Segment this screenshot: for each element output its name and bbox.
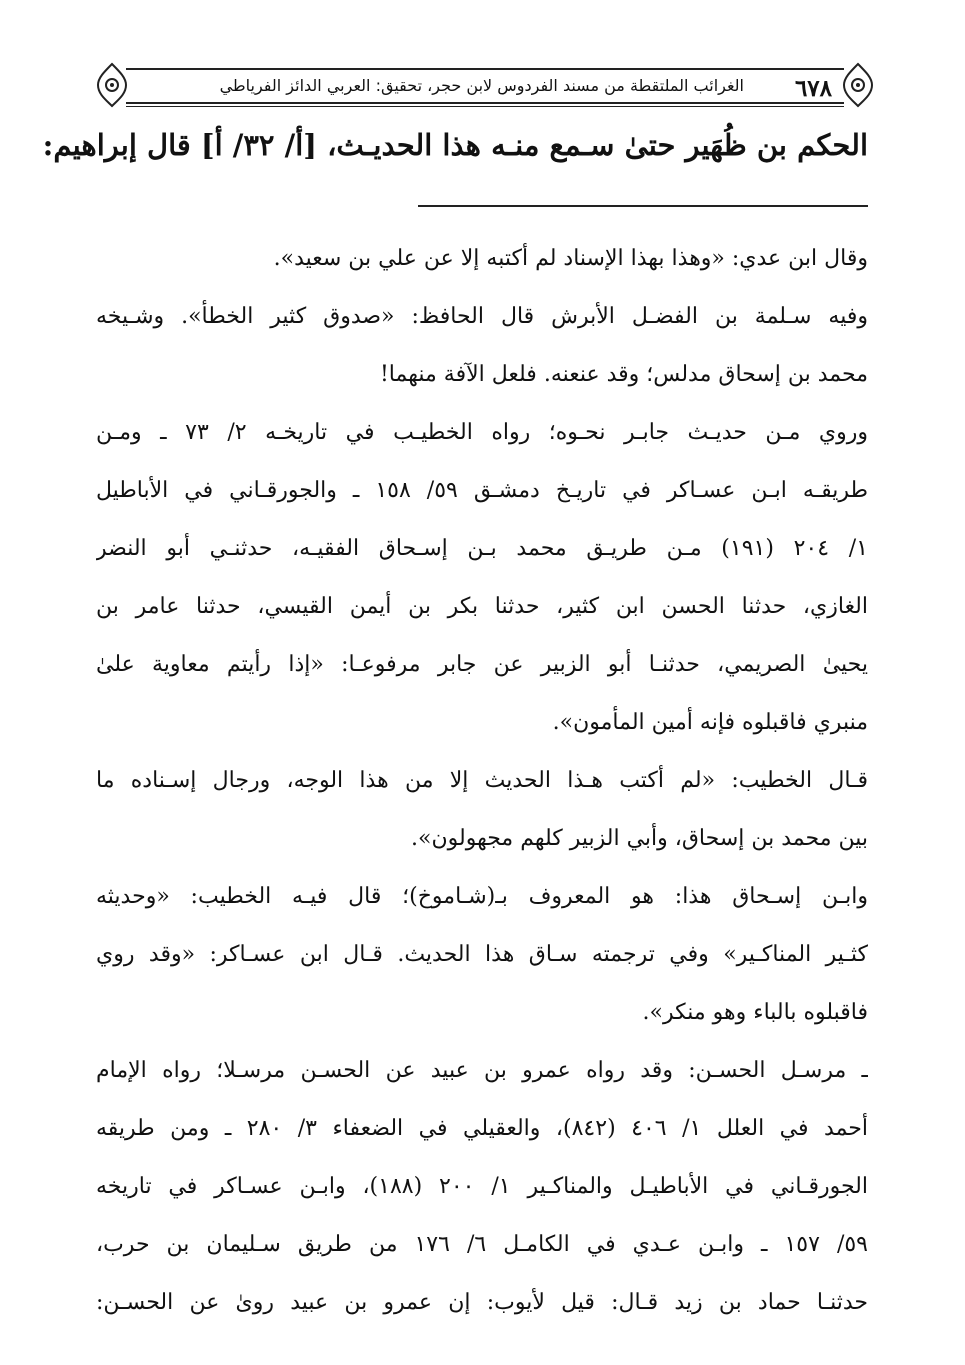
footnote-line: قـال الخطيب: «لم أكتب هـذا الحديث إلا من هذا الوجه، ورجال إسـناده ما bbox=[96, 768, 868, 793]
footnote-line: طريقـه ابـن عسـاكر في تاريـخ دمشـق ٥٩/ ١٥٨ ـ والجورقـاني في الأباطيل bbox=[96, 478, 868, 503]
header-bottom-rule bbox=[126, 102, 844, 104]
main-text-last-line: الحكم بن ظُهَير حتىٰ سـمع منـه هذا الحديـث، [أ/ ٣٢/ أ] قال إبراهيم: bbox=[42, 128, 868, 162]
header-top-rule bbox=[126, 68, 844, 70]
footnote-line: يحيىٰ الصريمي، حدثنـا أبو الزبير عن جابر مرفوعـا: «إذا رأيتم معاوية علىٰ bbox=[96, 652, 868, 677]
footnote-line: حدثنـا حماد بن زيد قـال: قيل لأيوب: إن عمرو بن عبيد روىٰ عن الحسـن: bbox=[96, 1290, 868, 1315]
right-ornament-icon bbox=[838, 62, 878, 108]
footnote-line: ١/ ٢٠٤ (١٩١) مـن طريـق محمد بـن إسـحاق الفقيـه، حدثنـي أبو النضر bbox=[96, 536, 868, 561]
footnote-line: كثـير المناكـير» وفي ترجمته سـاق هذا الحديث. قـال ابن عسـاكر: «وقد روي bbox=[96, 942, 868, 967]
page-number: ٦٧٨ bbox=[794, 75, 832, 102]
footnote-line: الجورقـاني في الأباطيـل والمناكـير ١/ ٢٠٠ (١٨٨)، وابـن عسـاكر في تاريخه bbox=[96, 1174, 868, 1199]
header-bottom-rule-thin bbox=[126, 106, 844, 107]
running-title: الغرائب الملتقطة من مسند الفردوس لابن حجر، تحقيق: العربي الدائز الفرياطي bbox=[219, 76, 744, 95]
footnote-body bbox=[96, 236, 868, 1338]
left-ornament-icon bbox=[92, 62, 132, 108]
footnote-line: وفيه سـلمة بن الفضـل الأبرش قال الحافظ: «صدوق كثير الخطأ». وشـيخه bbox=[96, 304, 868, 329]
footnote-line: أحمد في العلل ١/ ٤٠٦ (٨٤٢)، والعقيلي في الضعفاء ٣/ ٢٨٠ ـ ومن طريقه bbox=[96, 1116, 868, 1141]
footnote-line: بين محمد بن إسحاق، وأبي الزبير كلهم مجهولون». bbox=[411, 826, 868, 851]
footnote-line: محمد بن إسحاق مدلس؛ وقد عنعنه. فلعل الآفة منهما! bbox=[379, 362, 868, 387]
footnote-line: منبري فاقبلوه فإنه أمين المأمون». bbox=[552, 710, 868, 735]
footnote-line: ـ مرسـل الحسـن: وقد رواه عمرو بن عبيد عن الحسـن مرسـلا؛ رواه الإمام bbox=[96, 1058, 868, 1083]
footnote-line: وروي مـن حديـث جابـر نحـوه؛ رواه الخطيـب في تاريخـه ٢/ ٧٣ ـ ومـن bbox=[96, 420, 868, 445]
footnote-line: وابـن إسـحاق هذا: هو المعروف بـ(شـاموخ)؛ قال فيـه الخطيب: «وحديثه bbox=[96, 884, 868, 909]
footnote-separator bbox=[418, 205, 868, 207]
footnote-line: ٥٩/ ١٥٧ ـ وابـن عـدي في الكامـل ٦/ ١٧٦ من طريق سـليمان بن حرب، bbox=[96, 1232, 868, 1257]
running-header bbox=[92, 58, 878, 110]
footnote-line: وقال ابن عدي: «وهذا بهذا الإسناد لم أكتبه إلا عن علي بن سعيد». bbox=[273, 246, 868, 271]
footnote-line: الغازي، حدثنا الحسن ابن كثير، حدثنا بكر بن أيمن القيسي، حدثنا عامر بن bbox=[96, 594, 868, 619]
footnote-line: فاقبلوه بالباء وهو منكر». bbox=[642, 1000, 868, 1025]
